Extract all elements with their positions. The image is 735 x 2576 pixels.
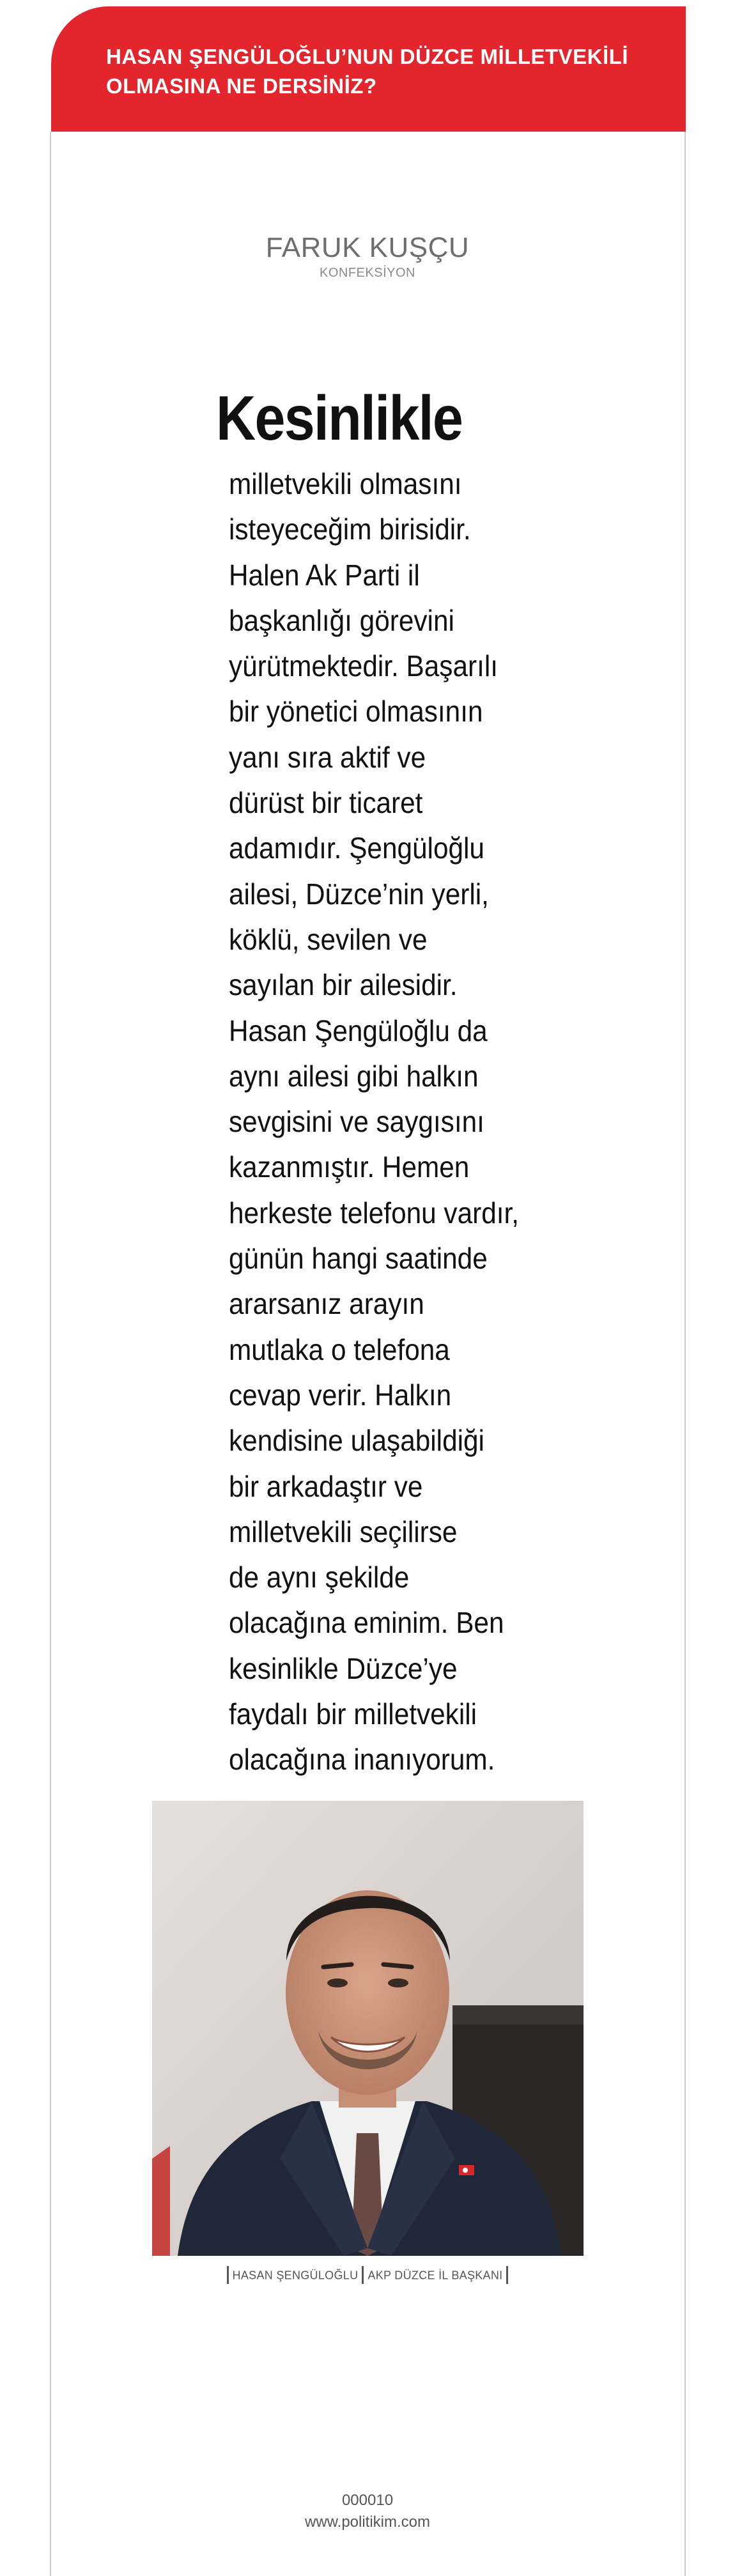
author-name: FARUK KUŞÇU	[265, 232, 470, 263]
page-footer	[0, 2490, 735, 2533]
answer-line: Halen Ak Parti il	[229, 558, 420, 592]
answer-lead-word: Kesinlikle	[216, 383, 463, 453]
answer-line: yürütmektedir. Başarılı	[229, 649, 499, 683]
caption-divider-left	[227, 2266, 229, 2284]
portrait-photo	[152, 1801, 584, 2256]
question-title-line-1: HASAN ŞENGÜLOĞLU’NUN DÜZCE MİLLETVEKİLİ	[106, 45, 628, 68]
answer-line: kesinlikle Düzce’ye	[229, 1651, 458, 1685]
answer-line: olacağına inanıyorum.	[229, 1743, 495, 1777]
answer-line: herkeste telefonu vardır,	[229, 1196, 520, 1230]
answer-line: sevgisini ve saygısını	[229, 1105, 484, 1139]
caption-name: HASAN ŞENGÜLOĞLU	[232, 2269, 359, 2282]
question-title	[106, 42, 686, 101]
answer-line: ailesi, Düzce’nin yerli,	[229, 877, 489, 911]
answer-line: cevap verir. Halkın	[229, 1378, 452, 1412]
answer-line: faydalı bir milletvekili	[229, 1697, 477, 1731]
answer-line: bir arkadaştır ve	[229, 1469, 423, 1503]
answer-line: ararsanız arayın	[229, 1287, 424, 1321]
answer-line: Hasan Şengüloğlu da	[229, 1014, 488, 1047]
answer-line: mutlaka o telefona	[229, 1332, 450, 1366]
answer-line: başkanlığı görevini	[229, 603, 454, 637]
answer-line: milletvekili olmasını	[229, 467, 462, 500]
question-header	[51, 6, 686, 132]
answer-line: aynı ailesi gibi halkın	[229, 1059, 479, 1093]
answer-line: günün hangi saatinde	[229, 1242, 488, 1276]
answer-line: olacağına eminim. Ben	[229, 1606, 504, 1640]
answer-line: de aynı şekilde	[229, 1561, 410, 1594]
answer-line: milletvekili seçilirse	[229, 1515, 458, 1548]
portrait-illustration	[152, 1801, 584, 2256]
caption-divider-middle	[362, 2266, 364, 2284]
answer-line: köklü, sevilen ve	[229, 922, 428, 956]
answer-line: dürüst bir ticaret	[229, 786, 423, 820]
page-number: 000010	[341, 2492, 394, 2509]
answer-line: bir yönetici olmasının	[229, 695, 483, 729]
answer-line: kendisine ulaşabildiği	[229, 1424, 484, 1458]
page-border-left	[50, 132, 51, 2576]
photo-caption	[0, 2265, 735, 2285]
question-title-line-2: OLMASINA NE DERSİNİZ?	[106, 74, 377, 98]
caption-role: AKP DÜZCE İL BAŞKANI	[368, 2269, 503, 2282]
page-border-right	[685, 132, 686, 2576]
author-block	[0, 232, 735, 281]
answer-line: sayılan bir ailesidir.	[229, 968, 458, 1002]
website-link[interactable]: www.politikim.com	[304, 2513, 431, 2531]
author-company: KONFEKSİYON	[320, 266, 415, 280]
answer-line: yanı sıra aktif ve	[229, 740, 426, 774]
caption-divider-right	[506, 2266, 508, 2284]
answer-line: isteyeceğim birisidir.	[229, 513, 471, 546]
answer-line: adamıdır. Şengüloğlu	[229, 831, 484, 865]
answer-text	[229, 461, 534, 1783]
answer-line: kazanmıştır. Hemen	[229, 1150, 470, 1184]
